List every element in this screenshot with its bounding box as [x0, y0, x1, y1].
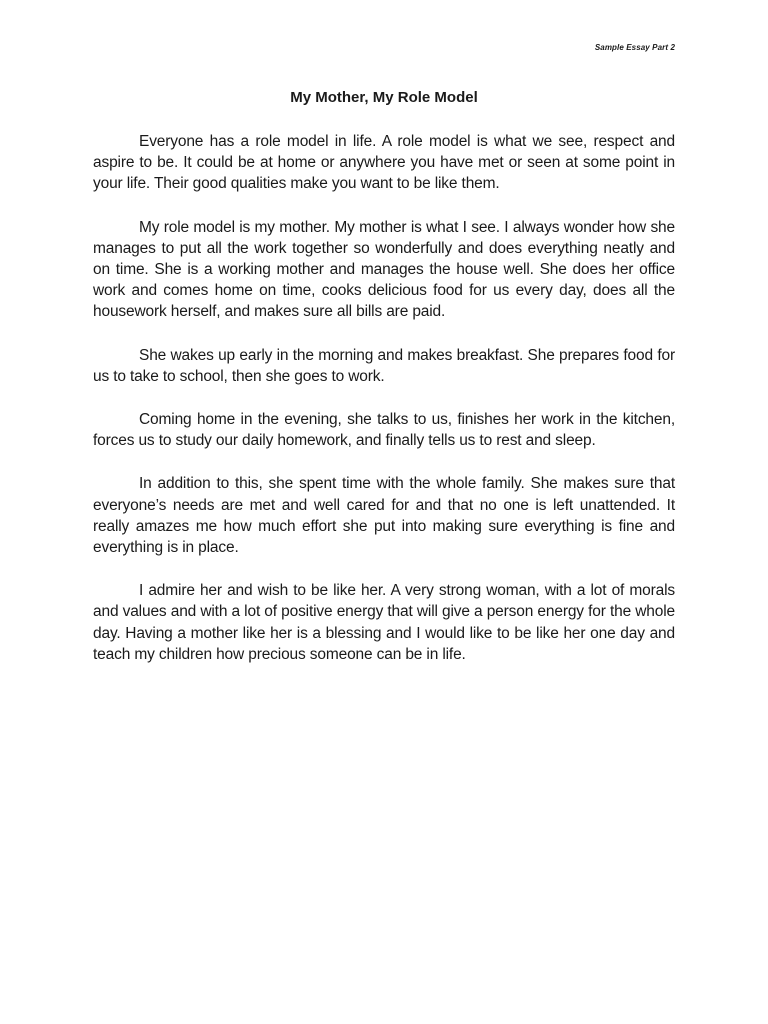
paragraph-family-time: In addition to this, she spent time with the whole family. She makes sure that everyone’s needs are met and well cared for and that no one is left unattended. It really amazes me how much effort she put into making sure everything is fine and everything is in place. [93, 475, 675, 557]
essay-title: My Mother, My Role Model [290, 89, 478, 106]
paragraph-evening-routine: Coming home in the evening, she talks to us, finishes her work in the kitchen, forces us to study our daily homework, and finally tells us to rest and sleep. [93, 411, 675, 450]
running-header: Sample Essay Part 2 [594, 43, 675, 52]
paragraph-conclusion: I admire her and wish to be like her. A very strong woman, with a lot of morals and values and with a lot of positive energy that will give a person energy for the whole day. Having a mother like her is a blessing and I would like to be like her one day and teach my children how precious someone can be in life. [93, 582, 675, 663]
paragraph-intro: Everyone has a role model in life. A role model is what we see, respect and aspire to be. It could be at home or anywhere you have met or seen at some point in your life. Their good qualities make you want to be like them. [93, 133, 675, 193]
essay-body [93, 131, 675, 687]
paragraph-role-model: My role model is my mother. My mother is what I see. I always wonder how she manages to put all the work together so wonderfully and does everything neatly and on time. She is a working mother and manages the house well. She does her office work and comes home on time, cooks delicious food for us every day, does all the housework herself, and makes sure all bills are paid. [93, 218, 675, 321]
paragraph-morning-routine: She wakes up early in the morning and makes breakfast. She prepares food for us to take to school, then she goes to work. [93, 346, 675, 385]
